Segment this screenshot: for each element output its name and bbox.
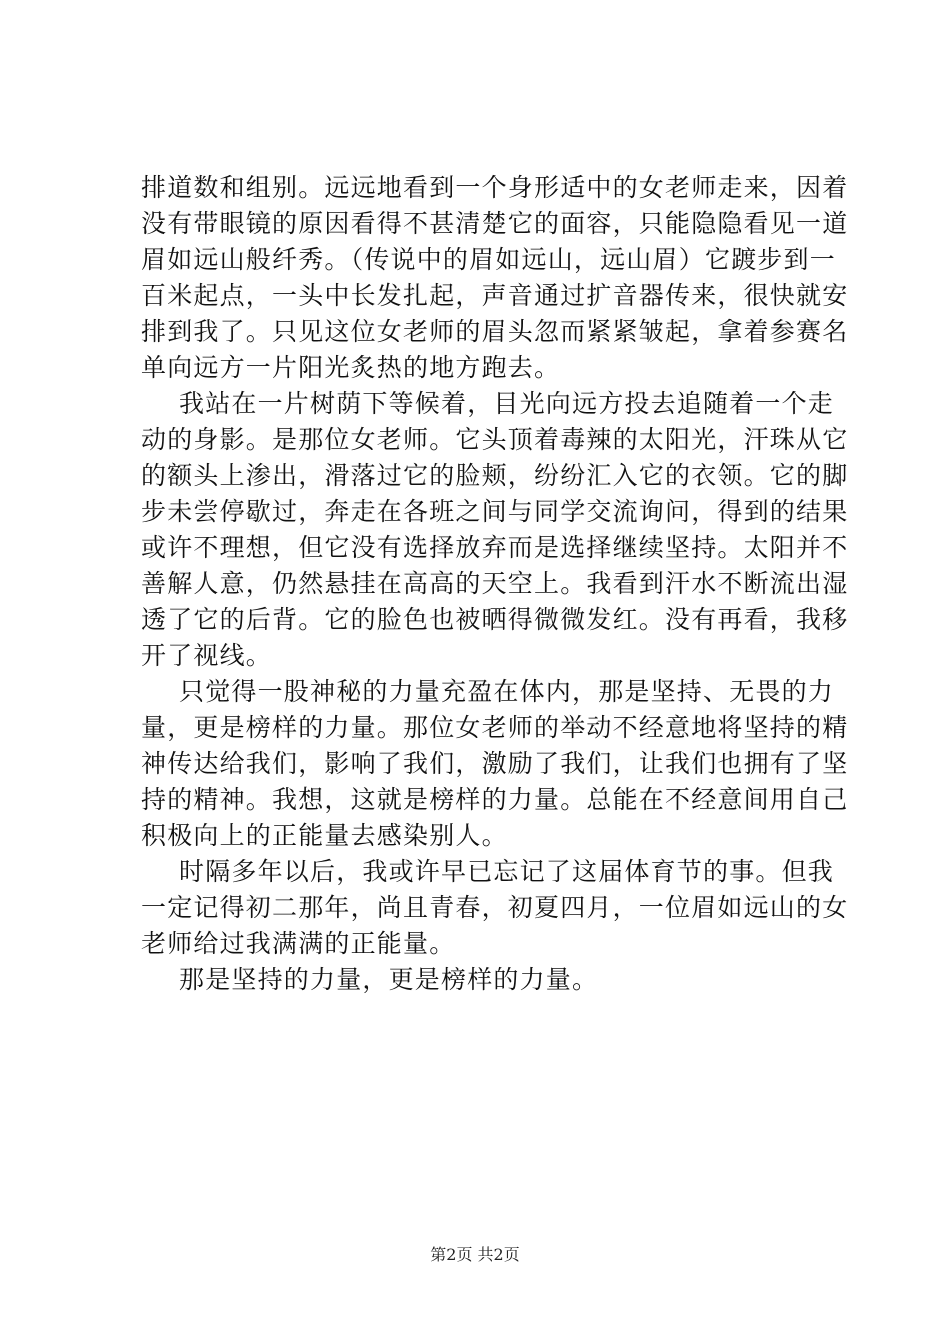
text-line: 神传达给我们，影响了我们，激励了我们，让我们也拥有了坚 [141, 749, 849, 778]
text-line: 一定记得初二那年，尚且青春，初夏四月，一位眉如远山的女 [141, 893, 849, 922]
text-line: 的额头上渗出，滑落过它的脸颊，纷纷汇入它的衣领。它的脚 [141, 461, 849, 490]
text-line: 持的精神。我想，这就是榜样的力量。总能在不经意间用自己 [141, 785, 849, 814]
text-line: 或许不理想，但它没有选择放弃而是选择继续坚持。太阳并不 [141, 533, 849, 562]
text-line: 善解人意，仍然悬挂在高高的天空上。我看到汗水不断流出湿 [141, 569, 849, 598]
text-line: 量，更是榜样的力量。那位女老师的举动不经意地将坚持的精 [141, 713, 849, 742]
text-line: 眉如远山般纤秀。（传说中的眉如远山，远山眉）它踱步到一 [141, 245, 836, 274]
text-line: 积极向上的正能量去感染别人。 [141, 821, 508, 850]
text-line: 排道数和组别。远远地看到一个身形适中的女老师走来，因着 [141, 173, 849, 202]
text-line: 动的身影。是那位女老师。它头顶着毒辣的太阳光，汗珠从它 [141, 425, 849, 454]
text-line: 没有带眼镜的原因看得不甚清楚它的面容，只能隐隐看见一道 [141, 209, 849, 238]
paragraph-start-line: 我站在一片树荫下等候着，目光向远方投去追随着一个走 [179, 389, 835, 418]
text-line: 单向远方一片阳光炙热的地方跑去。 [141, 353, 561, 382]
text-line: 排到我了。只见这位女老师的眉头忽而紧紧皱起，拿着参赛名 [141, 317, 849, 346]
text-line: 步未尝停歇过，奔走在各班之间与同学交流询问，得到的结果 [141, 497, 849, 526]
text-line: 开了视线。 [141, 641, 273, 670]
essay-body [141, 170, 849, 998]
text-line: 百米起点，一头中长发扎起，声音通过扩音器传来，很快就安 [141, 281, 849, 310]
paragraph-start-line: 只觉得一股神秘的力量充盈在体内，那是坚持、无畏的力 [179, 677, 835, 706]
paragraph-start-line: 那是坚持的力量，更是榜样的力量。 [179, 965, 599, 994]
paragraph-start-line: 时隔多年以后，我或许早已忘记了这届体育节的事。但我 [179, 857, 835, 886]
text-line: 老师给过我满满的正能量。 [141, 929, 456, 958]
page-footer: 第2页 共2页 [430, 1245, 520, 1264]
text-line: 透了它的后背。它的脸色也被晒得微微发红。没有再看，我移 [141, 605, 849, 634]
